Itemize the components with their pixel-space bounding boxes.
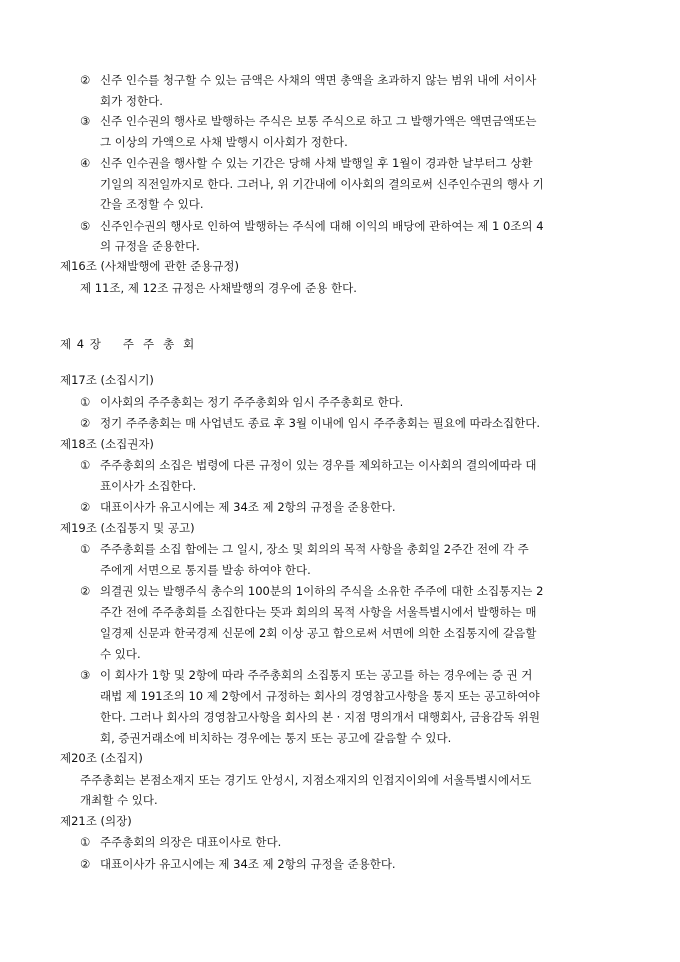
clause-continuation: 주에게 서면으로 통지를 발송 하여야 한다.	[100, 563, 311, 577]
clause-number: ②	[80, 416, 91, 430]
clause-item	[80, 392, 403, 412]
clause-continuation: 의 규정을 준용한다.	[100, 239, 200, 253]
clause-item	[80, 153, 533, 173]
article-body: 주주총회는 본점소재지 또는 경기도 안성시, 지점소재지의 인접지이외에 서울특별시에서도	[80, 773, 532, 787]
clause-text: 신주 인수권을 행사할 수 있는 기간은 당해 사채 발행일 후 1월이 경과한 날부터그 상환	[100, 156, 533, 170]
clause-item	[80, 581, 543, 601]
clause-item	[80, 539, 529, 559]
clause-continuation: 회가 정한다.	[100, 94, 163, 108]
article-heading: 제20조 (소집지)	[60, 751, 143, 765]
clause-text: 주주총회를 소집 함에는 그 일시, 장소 및 회의의 목적 사항을 총회일 2주간 전에 각 주	[100, 542, 529, 556]
clause-item	[80, 413, 540, 433]
chapter-number: 제 4 장	[60, 337, 101, 351]
clause-item	[80, 111, 536, 131]
article-heading: 제19조 (소집통지 및 공고)	[60, 521, 195, 535]
clause-continuation: 래법 제 191조의 10 제 2항에서 규정하는 회사의 경영참고사항을 통지 또는 공고하여야	[100, 689, 540, 703]
clause-text: 대표이사가 유고시에는 제 34조 제 2항의 규정을 준용한다.	[100, 857, 396, 871]
clause-continuation: 한다. 그러나 회사의 경영참고사항을 회사의 본 · 지점 명의개서 대행회사, 금융감독 위원	[100, 710, 540, 724]
clause-text: 의결권 있는 발행주식 총수의 100분의 1이하의 주식을 소유한 주주에 대한 소집통지는 2	[100, 584, 544, 598]
clause-text: 정기 주주총회는 매 사업년도 종료 후 3월 이내에 임시 주주총회는 필요에 따라소집한다.	[100, 416, 540, 430]
clause-item	[80, 70, 536, 90]
clause-text: 주주총회의 소집은 법령에 다른 규정이 있는 경우를 제외하고는 이사회의 결의에따라 대	[100, 458, 537, 472]
clause-text: 이사회의 주주총회는 정기 주주총회와 임시 주주총회로 한다.	[100, 395, 404, 409]
article-heading: 제21조 (의장)	[60, 814, 132, 828]
clause-continuation: 표이사가 소집한다.	[100, 479, 197, 493]
clause-item	[80, 497, 396, 517]
clause-number: ①	[80, 542, 91, 556]
article-heading: 제16조 (사채발행에 관한 준용규정)	[60, 259, 239, 273]
clause-number: ②	[80, 584, 91, 598]
chapter-title: 주주총회	[122, 337, 204, 351]
clause-number: ①	[80, 458, 91, 472]
clause-item	[80, 832, 281, 852]
clause-number: ④	[80, 156, 91, 170]
clause-continuation: 일경제 신문과 한국경제 신문에 2회 이상 공고 함으로써 서면에 의한 소집통지에 갈음할	[100, 626, 537, 640]
chapter-heading	[60, 334, 203, 354]
article-heading: 제18조 (소집권자)	[60, 437, 154, 451]
clause-continuation: 주간 전에 주주총회를 소집한다는 뜻과 회의의 목적 사항을 서울특별시에서 발행하는 매	[100, 605, 537, 619]
clause-text: 신주 인수권의 행사로 발행하는 주식은 보통 주식으로 하고 그 발행가액은 액면금액또는	[100, 114, 537, 128]
clause-text: 주주총회의 의장은 대표이사로 한다.	[100, 835, 282, 849]
clause-number: ⑤	[80, 219, 91, 233]
clause-continuation: 그 이상의 가액으로 사채 발행시 이사회가 정한다.	[100, 135, 348, 149]
clause-continuation: 기일의 직전일까지로 한다. 그러나, 위 기간내에 이사회의 결의로써 신주인수권의 행사 기	[100, 177, 544, 191]
clause-continuation: 회, 증권거래소에 비치하는 경우에는 통지 또는 공고에 갈음할 수 있다.	[100, 731, 452, 745]
clause-text: 대표이사가 유고시에는 제 34조 제 2항의 규정을 준용한다.	[100, 500, 396, 514]
clause-item	[80, 216, 544, 236]
clause-continuation: 간을 조정할 수 있다.	[100, 197, 204, 211]
clause-item	[80, 665, 532, 685]
clause-text: 이 회사가 1항 및 2항에 따라 주주총회의 소집통지 또는 공고를 하는 경우에는 증 권 거	[100, 668, 533, 682]
clause-item	[80, 854, 396, 874]
clause-text: 신주인수권의 행사로 인하여 발행하는 주식에 대해 이익의 배당에 관하여는 제 1 0조의 4	[100, 219, 544, 233]
clause-number: ③	[80, 668, 91, 682]
clause-text: 신주 인수를 청구할 수 있는 금액은 사채의 액면 총액을 초과하지 않는 범위 내에 서이사	[100, 73, 537, 87]
clause-number: ②	[80, 73, 91, 87]
clause-number: ①	[80, 835, 91, 849]
clause-number: ②	[80, 500, 91, 514]
clause-number: ①	[80, 395, 91, 409]
clause-number: ③	[80, 114, 91, 128]
clause-item	[80, 455, 536, 475]
article-body: 제 11조, 제 12조 규정은 사채발행의 경우에 준용 한다.	[80, 281, 357, 295]
article-heading: 제17조 (소집시기)	[60, 373, 154, 387]
clause-continuation: 수 있다.	[100, 647, 141, 661]
article-body: 개최할 수 있다.	[80, 793, 158, 807]
clause-number: ②	[80, 857, 91, 871]
